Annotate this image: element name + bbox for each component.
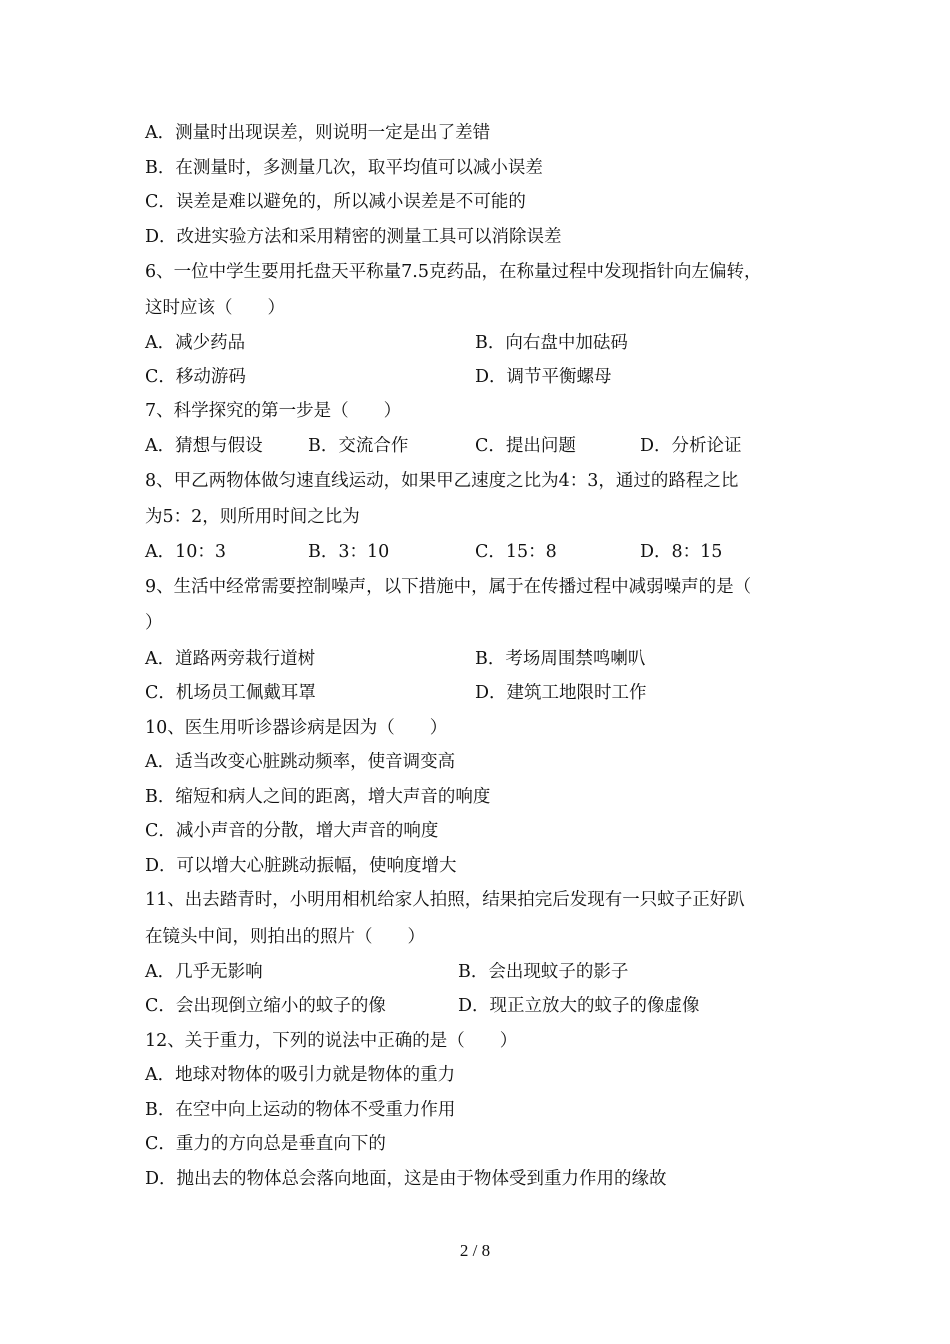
q9-option-c: C．机场员工佩戴耳罩 bbox=[145, 683, 316, 703]
q12-option-d: D．抛出去的物体总会落向地面，这是由于物体受到重力作用的缘故 bbox=[145, 1169, 667, 1189]
q5-option-c: C．误差是难以避免的，所以减小误差是不可能的 bbox=[145, 192, 526, 212]
q7-option-c: C．提出问题 bbox=[475, 436, 576, 456]
q8-stem-line2: 为5：2，则所用时间之比为 bbox=[145, 507, 360, 527]
q10-option-a: A．适当改变心脏跳动频率，使音调变高 bbox=[145, 752, 456, 772]
q9-stem-line1: 9、生活中经常需要控制噪声，以下措施中，属于在传播过程中减弱噪声的是（ bbox=[145, 577, 752, 597]
q9-option-d: D．建筑工地限时工作 bbox=[475, 683, 647, 703]
q11-stem-line2: 在镜头中间，则拍出的照片（ ） bbox=[145, 927, 425, 947]
q10-option-d: D．可以增大心脏跳动振幅，使响度增大 bbox=[145, 856, 457, 876]
q8-option-c: C．15：8 bbox=[475, 542, 557, 562]
q10-option-b: B．缩短和病人之间的距离，增大声音的响度 bbox=[145, 787, 491, 807]
q9-option-a: A．道路两旁栽行道树 bbox=[145, 649, 316, 669]
q10-stem: 10、医生用听诊器诊病是因为（ ） bbox=[145, 718, 448, 738]
q11-stem-line1: 11、出去踏青时，小明用相机给家人拍照，结果拍完后发现有一只蚊子正好趴 bbox=[145, 890, 745, 910]
page-number: 2 / 8 bbox=[459, 1241, 491, 1260]
q11-option-b: B．会出现蚊子的影子 bbox=[458, 962, 629, 982]
q7-option-a: A．猜想与假设 bbox=[145, 436, 263, 456]
q6-option-d: D．调节平衡螺母 bbox=[475, 367, 612, 387]
q11-option-d: D．现正立放大的蚊子的像虚像 bbox=[458, 996, 700, 1016]
q12-option-b: B．在空中向上运动的物体不受重力作用 bbox=[145, 1100, 456, 1120]
q9-stem-line2: ） bbox=[145, 613, 163, 633]
q11-option-c: C．会出现倒立缩小的蚊子的像 bbox=[145, 996, 386, 1016]
q5-option-a: A．测量时出现误差，则说明一定是出了差错 bbox=[145, 123, 491, 143]
q12-option-c: C．重力的方向总是垂直向下的 bbox=[145, 1134, 386, 1154]
q5-option-b: B．在测量时，多测量几次，取平均值可以减小误差 bbox=[145, 158, 543, 178]
q8-option-a: A．10：3 bbox=[145, 542, 227, 562]
q7-option-b: B．交流合作 bbox=[308, 436, 409, 456]
q8-stem-line1: 8、甲乙两物体做匀速直线运动，如果甲乙速度之比为4：3，通过的路程之比 bbox=[145, 471, 739, 491]
q11-option-a: A．几乎无影响 bbox=[145, 962, 263, 982]
q5-option-d: D．改进实验方法和采用精密的测量工具可以消除误差 bbox=[145, 227, 562, 247]
q7-stem: 7、科学探究的第一步是（ ） bbox=[145, 401, 402, 421]
q8-option-b: B．3：10 bbox=[308, 542, 390, 562]
q6-stem-line2: 这时应该（ ） bbox=[145, 298, 285, 318]
q7-option-d: D．分析论证 bbox=[640, 436, 742, 456]
q6-option-b: B．向右盘中加砝码 bbox=[475, 333, 628, 353]
q9-option-b: B．考场周围禁鸣喇叭 bbox=[475, 649, 646, 669]
q10-option-c: C．减小声音的分散，增大声音的响度 bbox=[145, 821, 439, 841]
q12-option-a: A．地球对物体的吸引力就是物体的重力 bbox=[145, 1065, 456, 1085]
q12-stem: 12、关于重力，下列的说法中正确的是（ ） bbox=[145, 1031, 518, 1051]
q6-stem-line1: 6、一位中学生要用托盘天平称量7.5克药品，在称量过程中发现指针向左偏转， bbox=[145, 262, 762, 282]
q6-option-c: C．移动游码 bbox=[145, 367, 246, 387]
q6-option-a: A．减少药品 bbox=[145, 333, 246, 353]
q8-option-d: D．8：15 bbox=[640, 542, 723, 562]
